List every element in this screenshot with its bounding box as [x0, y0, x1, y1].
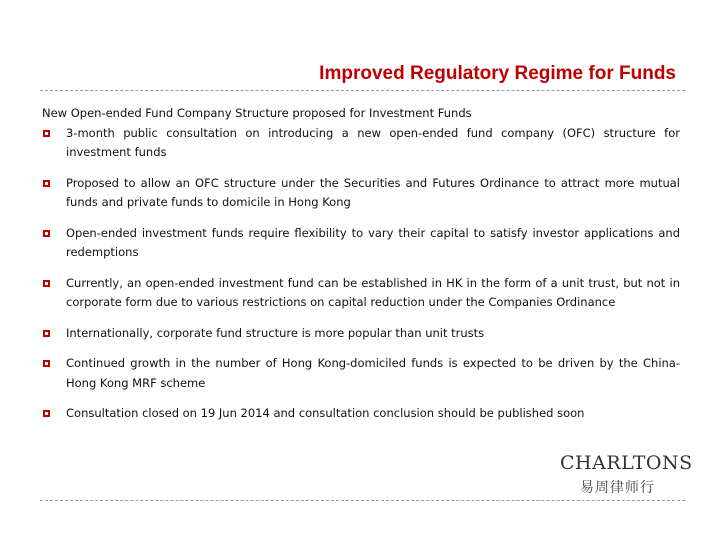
bullet-list: [42, 124, 680, 424]
bullet-item: [42, 224, 680, 263]
charltons-logo: [558, 452, 693, 496]
top-divider: [40, 90, 685, 91]
bullet-item: [42, 174, 680, 213]
bullet-item: [42, 124, 680, 163]
bullet-text: Proposed to allow an OFC structure under the Securities and Futures Ordinance to attract more mutual funds and private funds to domicile in Hong Kong: [66, 175, 680, 209]
slide-title: Improved Regulatory Regime for Funds: [319, 63, 676, 84]
bullet-text: Currently, an open-ended investment fund can be established in HK in the form of a unit trust, but not in corporate form due to various restrictions on capital reduction under the Companies Ordinance: [66, 275, 680, 309]
logo-wordmark: CHARLTONS: [560, 452, 693, 474]
square-bullet-icon: [42, 176, 52, 190]
bottom-divider: [40, 500, 685, 501]
bullet-text: Continued growth in the number of Hong Kong-domiciled funds is expected to be driven by the China-Hong Kong MRF scheme: [66, 356, 680, 390]
square-bullet-icon: [42, 356, 52, 370]
square-bullet-icon: [42, 226, 52, 240]
square-bullet-icon: [42, 126, 52, 140]
slide-content: [42, 104, 680, 435]
bullet-text: Internationally, corporate fund structure is more popular than unit trusts: [66, 325, 485, 340]
bullet-item: [42, 324, 680, 344]
bullet-text: 3-month public consultation on introducing a new open-ended fund company (OFC) structure for investment funds: [66, 125, 680, 159]
bullet-text: Consultation closed on 19 Jun 2014 and consultation conclusion should be published soon: [66, 406, 585, 420]
square-bullet-icon: [42, 326, 52, 340]
section-heading: New Open-ended Fund Company Structure proposed for Investment Funds: [42, 106, 472, 120]
bullet-item: [42, 274, 680, 313]
square-bullet-icon: [42, 406, 52, 420]
square-bullet-icon: [42, 276, 52, 290]
bullet-item: [42, 354, 680, 393]
logo-chinese-name: 易周律师行: [580, 480, 655, 496]
bullet-text: Open-ended investment funds require flexibility to vary their capital to satisfy investor applications and redemptions: [66, 225, 680, 259]
bullet-item: [42, 404, 680, 424]
